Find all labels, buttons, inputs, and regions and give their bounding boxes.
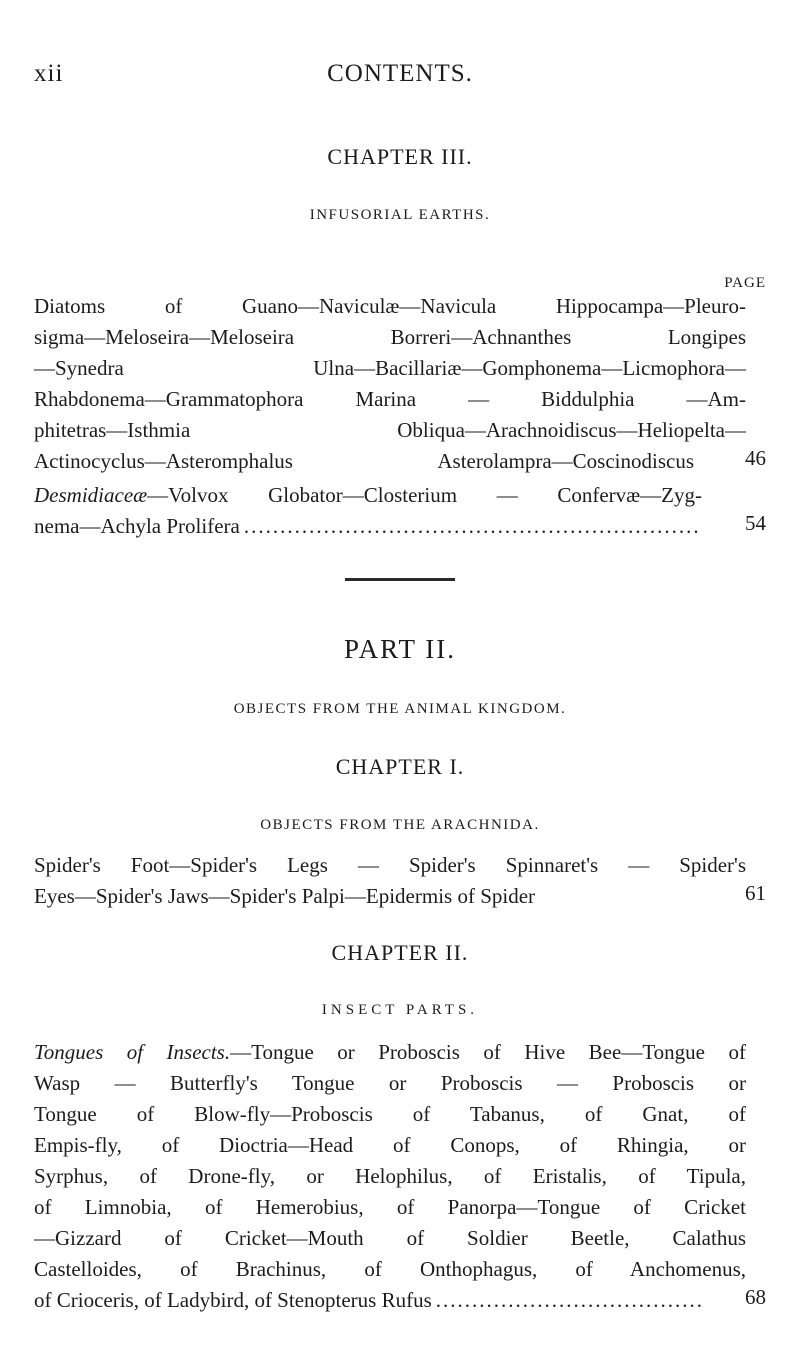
running-head-page-number: xii <box>34 60 64 87</box>
toc-entry-spiders <box>34 850 746 912</box>
toc-line: Castelloides, of Brachinus, of Onthophagus, of Anchomenus, <box>34 1257 746 1281</box>
toc-entry-desmidiaceae <box>34 480 746 542</box>
dot-leader <box>436 1285 702 1316</box>
toc-line: of Crioceris, of Ladybird, of Stenopterus Rufus <box>34 1288 432 1312</box>
toc-line: Tongue of Blow-fly—Proboscis of Tabanus, of Gnat, of <box>34 1102 746 1126</box>
toc-line: Syrphus, of Drone-fly, or Helophilus, of Eristalis, of Tipula, <box>34 1164 746 1188</box>
toc-line: Actinocyclus—Asteromphalus Asterolampra—Coscinodiscus <box>34 449 694 473</box>
toc-line: phitetras—Isthmia Obliqua—Arachnoidiscus—Heliopelta— <box>34 418 746 442</box>
chapter-2-heading: CHAPTER II. <box>331 940 469 965</box>
page-number: 54 <box>745 511 766 535</box>
toc-line: Rhabdonema—Grammatophora Marina — Biddulphia —Am- <box>34 387 746 411</box>
toc-line: —Volvox Globator—Closterium — Confervæ—Zyg- <box>147 483 702 507</box>
toc-line: —Gizzard of Cricket—Mouth of Soldier Beetle, Calathus <box>34 1226 746 1250</box>
toc-line: Spider's Foot—Spider's Legs — Spider's Spinnaret's — Spider's <box>34 853 746 877</box>
toc-line: —Synedra Ulna—Bacillariæ—Gomphonema—Licmophora— <box>34 356 746 380</box>
chapter-3-subtitle: INFUSORIAL EARTHS. <box>309 207 491 223</box>
chapter-1-heading: CHAPTER I. <box>335 754 465 779</box>
section-head: Desmidiaceæ <box>34 483 148 507</box>
toc-line: sigma—Meloseira—Meloseira Borreri—Achnanthes Longipes <box>34 325 746 349</box>
page-column-label: PAGE <box>724 275 766 291</box>
toc-line: of Limnobia, of Hemerobius, of Panorpa—Tongue of Cricket <box>34 1195 746 1219</box>
page-number: 68 <box>745 1285 766 1309</box>
toc-line: Diatoms of Guano—Naviculæ—Navicula Hippocampa—Pleuro- <box>34 294 746 318</box>
part-2-subtitle: OBJECTS FROM THE ANIMAL KINGDOM. <box>233 701 567 717</box>
toc-line: Empis-fly, of Dioctria—Head of Conops, of Rhingia, or <box>34 1133 746 1157</box>
toc-line: Wasp — Butterfly's Tongue or Proboscis — Proboscis or <box>34 1071 746 1095</box>
chapter-1-subtitle: OBJECTS FROM THE ARACHNIDA. <box>260 817 540 833</box>
toc-line: Eyes—Spider's Jaws—Spider's Palpi—Epidermis of Spider <box>34 884 536 908</box>
chapter-2-subtitle: INSECT PARTS. <box>321 1002 479 1018</box>
section-head: Tongues of Insects. <box>34 1040 231 1064</box>
page-number: 46 <box>745 446 766 470</box>
part-2-heading: PART II. <box>344 634 456 664</box>
toc-line: nema—Achyla Prolifera <box>34 514 240 538</box>
toc-line: —Tongue or Proboscis of Hive Bee—Tongue of <box>230 1040 746 1064</box>
page-number: 61 <box>745 881 766 905</box>
section-divider <box>345 578 455 581</box>
toc-entry-diatoms <box>34 291 746 477</box>
toc-entry-tongues <box>34 1037 746 1316</box>
running-head-title: CONTENTS. <box>327 60 473 87</box>
chapter-3-heading: CHAPTER III. <box>327 144 473 169</box>
dot-leader <box>244 511 702 542</box>
